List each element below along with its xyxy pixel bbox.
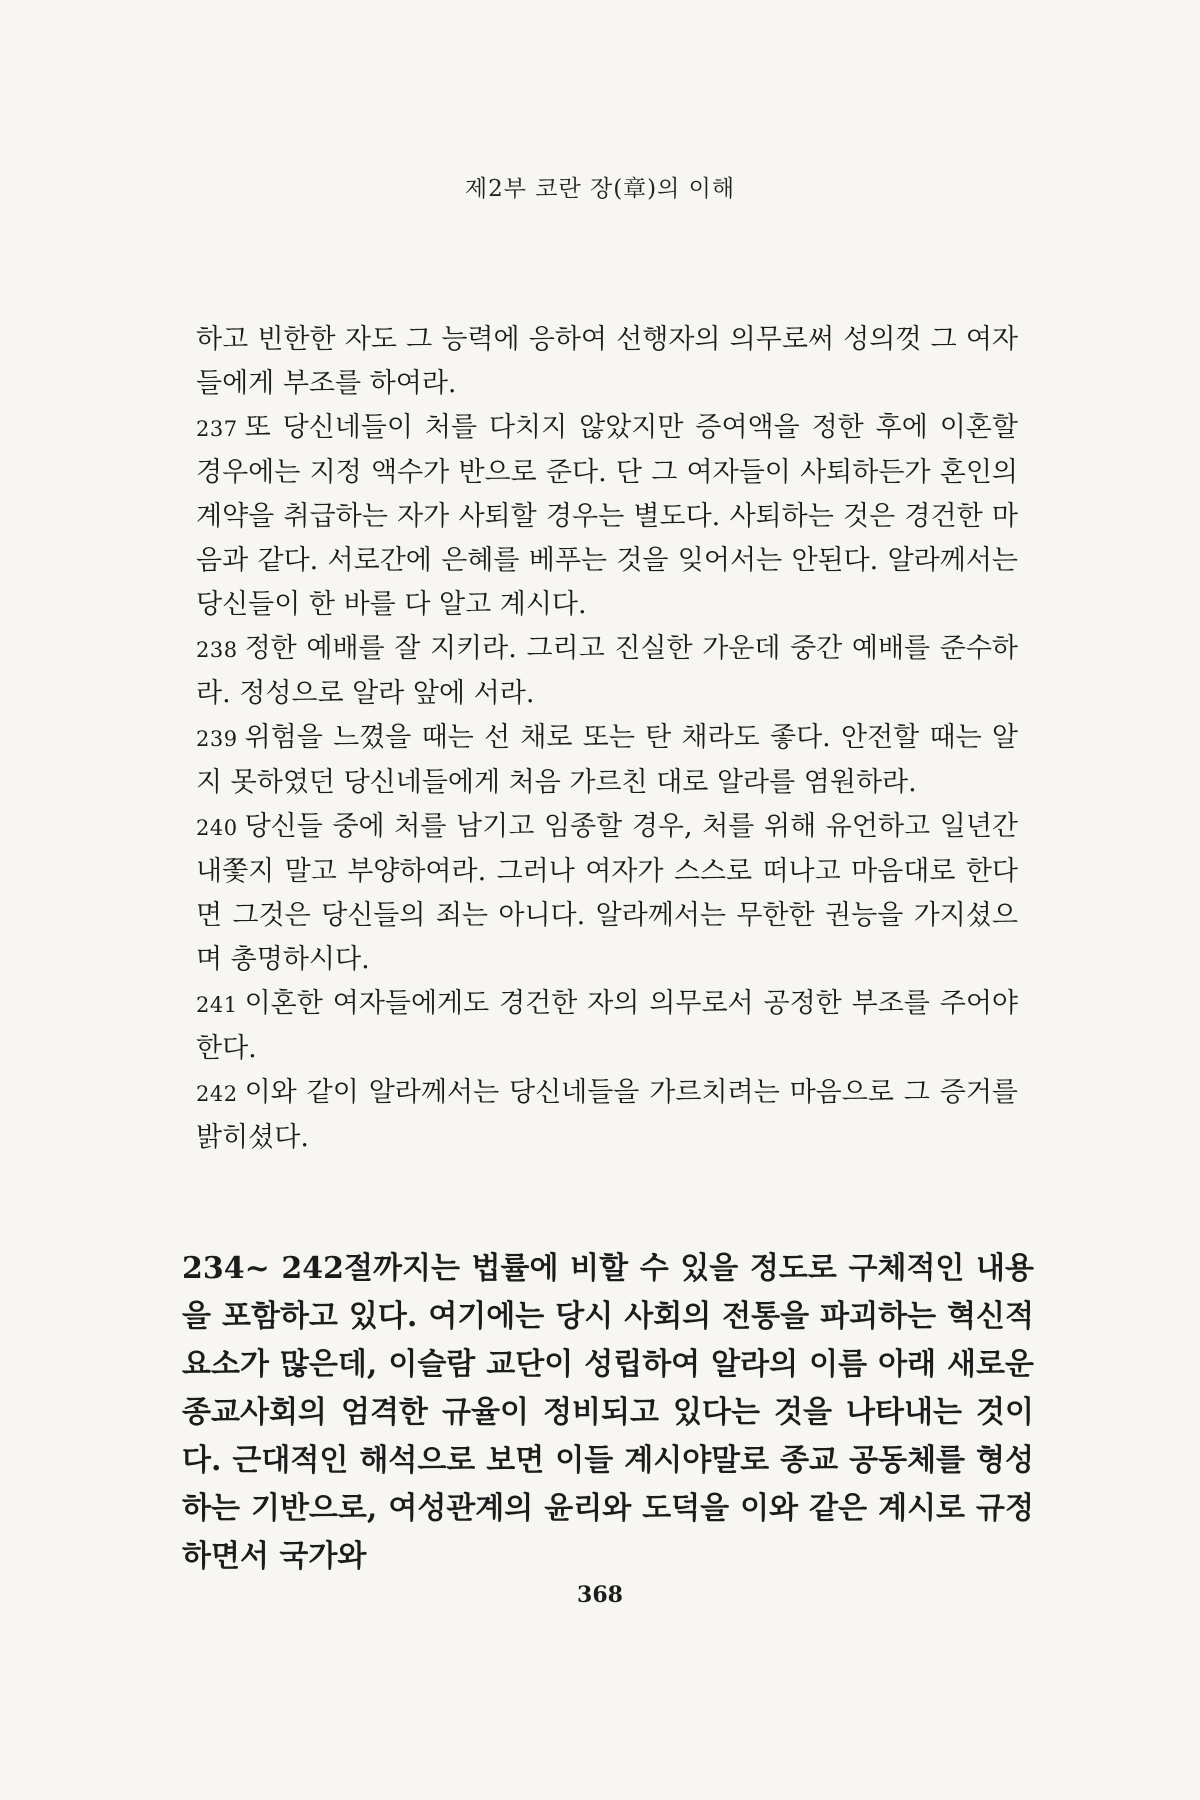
quran-passage — [196, 318, 1018, 1160]
verse-240 — [196, 805, 1018, 982]
passage-intro: 하고 빈한한 자도 그 능력에 응하여 선행자의 의무로써 성의껏 그 여자들에게 부조를 하여라. — [196, 324, 1018, 399]
running-head: 제2부 코란 장(章)의 이해 — [464, 176, 736, 202]
verse-number: 241 — [196, 993, 238, 1017]
verse-number: 238 — [196, 638, 238, 662]
commentary — [182, 1245, 1034, 1581]
verse-text: 위험을 느꼈을 때는 선 채로 또는 탄 채라도 좋다. 안전할 때는 알지 못하였던 당신네들에게 처음 가르친 대로 알라를 염원하라. — [196, 722, 1018, 798]
verse-text: 정한 예배를 잘 지키라. 그리고 진실한 가운데 중간 예배를 준수하라. 정성으로 알라 앞에 서라. — [196, 633, 1018, 709]
verse-text: 또 당신네들이 처를 다치지 않았지만 증여액을 정한 후에 이혼할 경우에는 지정 액수가 반으로 준다. 단 그 여자들이 사퇴하든가 혼인의 계약을 취급하는 자가 사퇴할 경우는 별도다. 사퇴하는 것은 경건한 마음과 같다. 서로간에 은혜를 베푸는 것을 잊어서는 안된다. 알라께서는 당신들이 한 바를 다 알고 계시다. — [196, 412, 1018, 620]
verse-number: 237 — [196, 417, 238, 441]
verse-number: 240 — [196, 816, 238, 840]
verse-number: 239 — [196, 727, 238, 751]
verse-text: 이와 같이 알라께서는 당신네들을 가르치려는 마음으로 그 증거를 밝히셨다. — [196, 1077, 1018, 1153]
verse-text: 당신들 중에 처를 남기고 임종할 경우, 처를 위해 유언하고 일년간 내쫓지 말고 부양하여라. 그러나 여자가 스스로 떠나고 마음대로 한다면 그것은 당신들의 죄는 아니다. 알라께서는 무한한 권능을 가지셨으며 총명하시다. — [196, 811, 1018, 975]
verse-239 — [196, 716, 1018, 805]
verse-242 — [196, 1071, 1018, 1160]
commentary-paragraph: 234~ 242절까지는 법률에 비할 수 있을 정도로 구체적인 내용을 포함하고 있다. 여기에는 당시 사회의 전통을 파괴하는 혁신적 요소가 많은데, 이슬람 교단이 성립하여 알라의 이름 아래 새로운 종교사회의 엄격한 규율이 정비되고 있다는 것을 나타내는 것이다. 근대적인 해석으로 보면 이들 계시야말로 종교 공동체를 형성하는 기반으로, 여성관계의 윤리와 도덕을 이와 같은 계시로 규정하면서 국가와 — [182, 1251, 1034, 1574]
verse-text: 이혼한 여자들에게도 경건한 자의 의무로서 공정한 부조를 주어야 한다. — [196, 988, 1018, 1064]
verse-238 — [196, 627, 1018, 716]
page-number: 368 — [577, 1582, 623, 1608]
verse-number: 242 — [196, 1082, 238, 1106]
verse-241 — [196, 982, 1018, 1071]
verse-237 — [196, 406, 1018, 627]
